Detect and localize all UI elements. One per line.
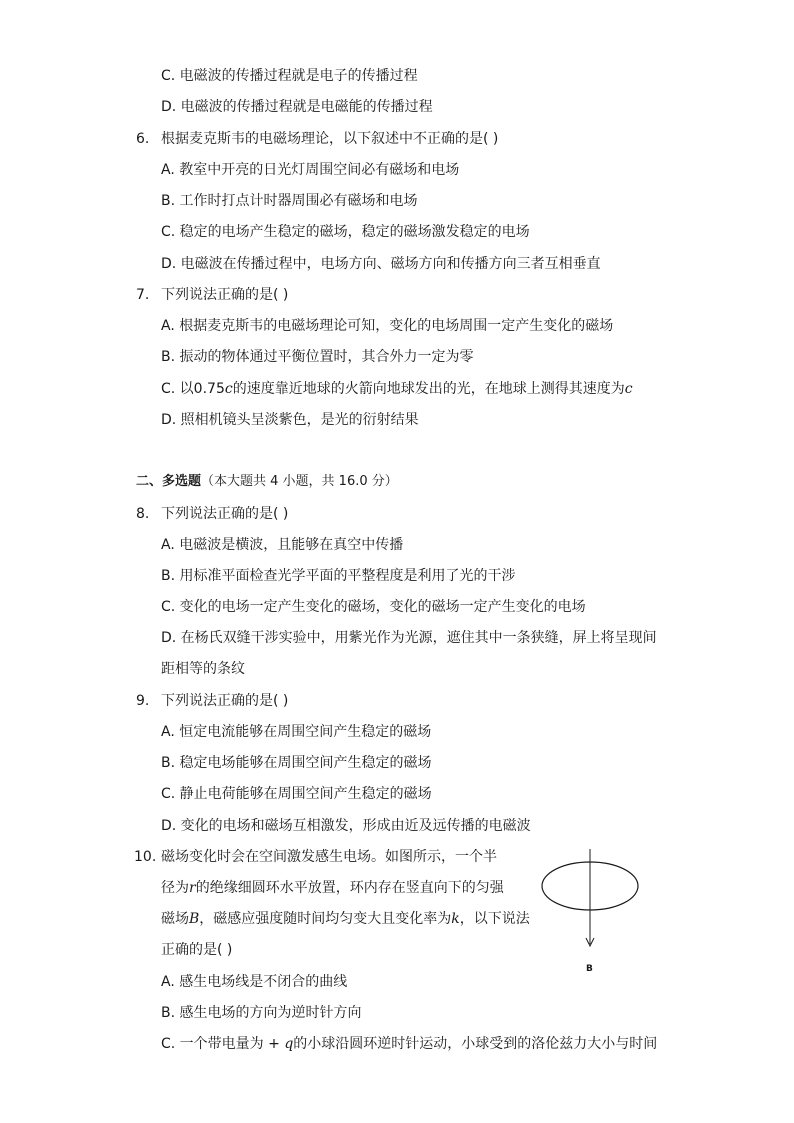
q10-option-a: A. 感生电场线是不闭合的曲线 (161, 974, 348, 990)
q6-option-d: D. 电磁波在传播过程中，电场方向、磁场方向和传播方向三者互相垂直 (161, 256, 601, 272)
q6-stem: 根据麦克斯韦的电磁场理论，以下叙述中不正确的是( ) (161, 131, 499, 147)
field-label: B (586, 964, 593, 974)
q8-option-d-line2: 距相等的条纹 (161, 661, 245, 677)
q10-stem-line3 (161, 909, 530, 929)
q7-option-c-var: c (224, 381, 233, 397)
q10-var-r: r (189, 880, 196, 896)
q10-option-c-text-2: 的小球沿圆环逆时针运动，小球受到的洛伦兹力大小与时间 (293, 1036, 658, 1052)
q9-option-a: A. 恒定电流能够在周围空间产生稳定的磁场 (161, 724, 432, 740)
q7-option-c-var-2: c (624, 381, 633, 397)
q5-option-d: D. 电磁波的传播过程就是电磁能的传播过程 (161, 99, 433, 115)
q10-var-k: k (451, 911, 460, 927)
q10-stem-line3-text-3: ，以下说法 (459, 911, 530, 927)
section-detail: （本大题共 4 小题，共 16.0 分） (201, 474, 398, 489)
q10-stem-line2 (161, 878, 504, 898)
q7-option-c-text-2: 的速度靠近地球的火箭向地球发出的光，在地球上测得其速度为 (232, 381, 625, 397)
q7-number: 7. (136, 287, 150, 303)
q9-option-d: D. 变化的电场和磁场互相激发，形成由近及远传播的电磁波 (161, 818, 531, 834)
q8-option-d-line1: D. 在杨氏双缝干涉实验中，用紫光作为光源，遮住其中一条狭缝，屏上将呈现间 (161, 630, 657, 646)
q10-option-c-text: C. 一个带电量为 + (161, 1036, 285, 1052)
q7-option-b: B. 振动的物体通过平衡位置时，其合外力一定为零 (161, 349, 474, 365)
q6-option-b: B. 工作时打点计时器周围必有磁场和电场 (161, 193, 418, 209)
q8-option-a: A. 电磁波是横波，且能够在真空中传播 (161, 537, 404, 553)
q7-option-c-text: C. 以0.75 (161, 381, 225, 397)
q8-option-b: B. 用标准平面检查光学平面的平整程度是利用了光的干涉 (161, 568, 516, 584)
q10-option-b: B. 感生电场的方向为逆时针方向 (161, 1005, 362, 1021)
q10-number: 10. (134, 849, 157, 865)
q6-number: 6. (136, 131, 150, 147)
q7-stem: 下列说法正确的是( ) (161, 287, 289, 303)
q10-var-b: B (189, 911, 200, 927)
q5-option-c: C. 电磁波的传播过程就是电子的传播过程 (161, 68, 418, 84)
q10-figure (535, 846, 645, 976)
q10-var-q: q (284, 1036, 294, 1052)
q10-stem-line2-text-2: 的绝缘细圆环水平放置，环内存在竖直向下的匀强 (195, 880, 504, 896)
q8-option-c: C. 变化的电场一定产生变化的磁场，变化的磁场一定产生变化的电场 (161, 599, 586, 615)
q10-stem-line2-text: 径为 (161, 880, 189, 896)
q8-stem: 下列说法正确的是( ) (161, 506, 289, 522)
q10-stem-line3-text: 磁场 (161, 911, 189, 927)
q10-stem-line4: 正确的是( ) (161, 942, 233, 958)
q9-number: 9. (136, 693, 150, 709)
q6-option-a: A. 教室中开亮的日光灯周围空间必有磁场和电场 (161, 162, 460, 178)
q9-option-c: C. 静止电荷能够在周围空间产生稳定的磁场 (161, 786, 432, 802)
q7-option-d: D. 照相机镜头呈淡紫色，是光的衍射结果 (161, 412, 419, 428)
q8-number: 8. (136, 506, 150, 522)
section-heading (136, 472, 398, 492)
section-label: 二、多选题 (136, 474, 202, 489)
q10-stem-line3-text-2: ，磁感应强度随时间均匀变大且变化率为 (199, 911, 452, 927)
q9-stem: 下列说法正确的是( ) (161, 693, 289, 709)
q6-option-c: C. 稳定的电场产生稳定的磁场，稳定的磁场激发稳定的电场 (161, 224, 530, 240)
q10-stem-line1: 磁场变化时会在空间激发感生电场。如图所示，一个半 (161, 849, 497, 865)
q10-option-c (161, 1034, 657, 1054)
q7-option-a: A. 根据麦克斯韦的电磁场理论可知，变化的电场周围一定产生变化的磁场 (161, 318, 614, 334)
q9-option-b: B. 稳定电场能够在周围空间产生稳定的磁场 (161, 755, 432, 771)
q7-option-c (161, 379, 633, 399)
